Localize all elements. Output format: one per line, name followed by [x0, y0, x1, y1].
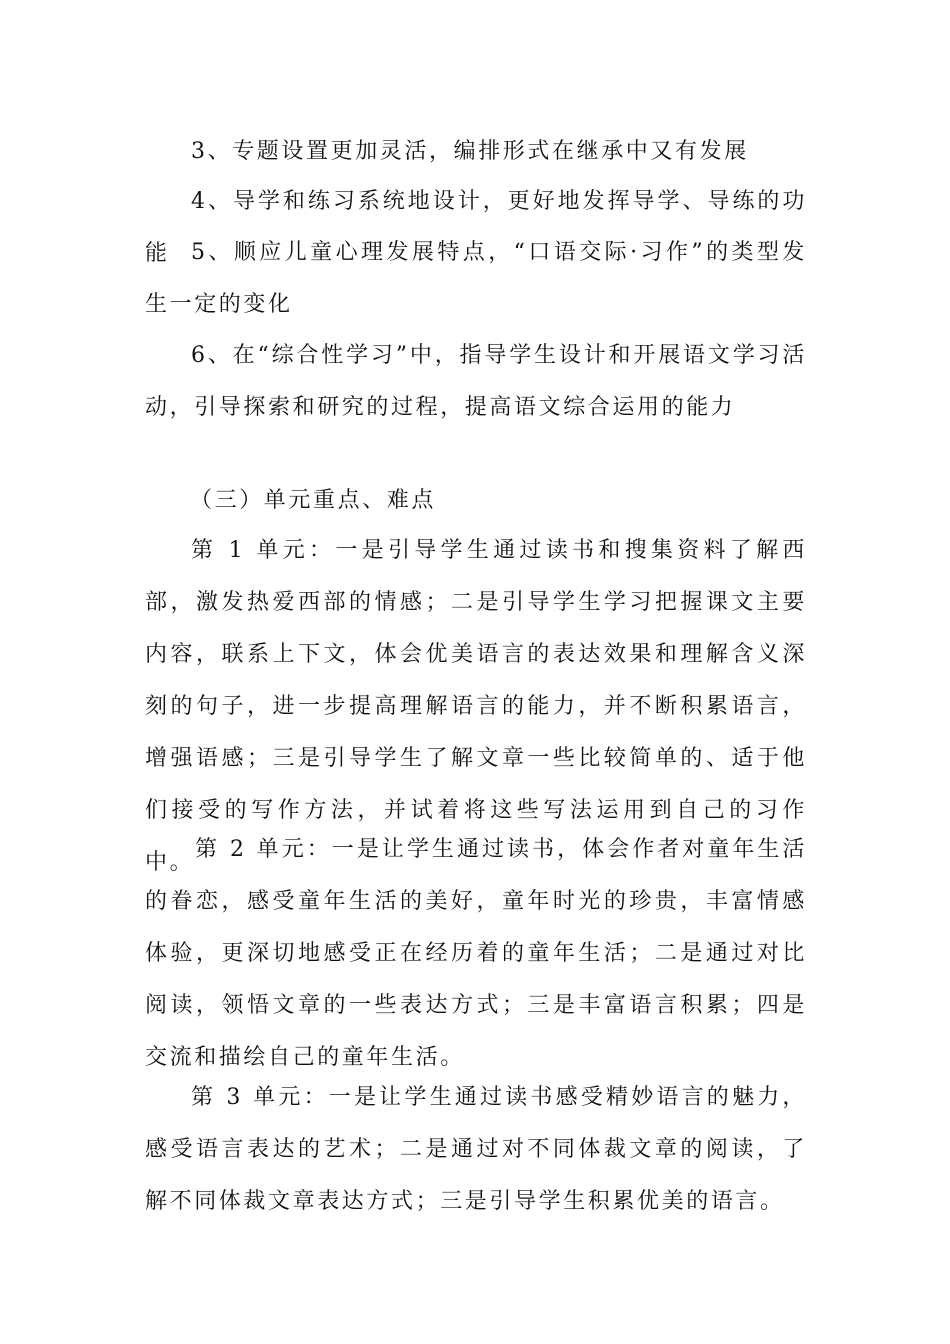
- list-item: 3、专题设置更加灵活，编排形式在继承中又有发展: [191, 139, 749, 164]
- unit-paragraph-1: 第 1 单元：一是引导学生通过读书和搜集资料了解西部，激发热爱西部的情感；二是引导学生学习把握课文主要内容，联系上下文，体会优美语言的表达效果和理解含义深刻的句子，进一步提高理解语言的能力，并不断积累语言，增强语感；三是引导学生了解文章一些比较简单的、适于他们接受的写作方法，并试着将这些写法运用到自己的习作中。: [145, 538, 807, 875]
- list-item: 4、导学和练习系统地设计，更好地发挥导学、导练的功能: [145, 189, 807, 266]
- unit-paragraph-2: 第 2 单元：一是让学生通过读书，体会作者对童年生活的眷恋，感受童年生活的美好，童年时光的珍贵，丰富情感体验，更深切地感受正在经历着的童年生活；二是通过对比阅读，领悟文章的一些表达方式；三是丰富语言积累；四是交流和描绘自己的童年生活。: [145, 837, 807, 1070]
- list-item: 6、在“综合性学习”中，指导学生设计和开展语文学习活动，引导探索和研究的过程，提高语文综合运用的能力: [145, 343, 807, 420]
- section-heading: （三）单元重点、难点: [190, 488, 437, 513]
- list-item: 5、顺应儿童心理发展特点，“口语交际·习作”的类型发生一定的变化: [145, 240, 807, 317]
- unit-paragraph-3: 第 3 单元：一是让学生通过读书感受精妙语言的魅力，感受语言表达的艺术；二是通过对不同体裁文章的阅读，了解不同体裁文章表达方式；三是引导学生积累优美的语言。: [145, 1085, 807, 1214]
